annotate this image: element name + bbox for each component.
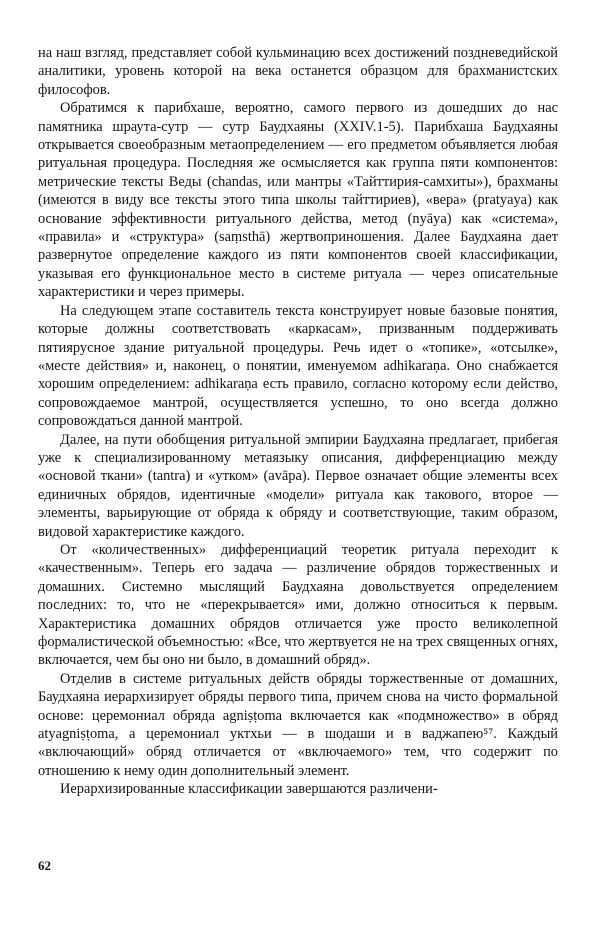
page-number: 62	[38, 858, 51, 873]
paragraph-1: на наш взгляд, представляет собой кульминацию всех достижений поздневедийской аналитики, уровень которой на века останется образцом для брахманистских философов.	[38, 45, 558, 98]
paragraph-7: Иерархизированные классификации завершаются различени-	[60, 781, 438, 798]
paragraph-5: От «количественных» дифференциаций теоретик ритуала переходит к «качественным». Теперь его задача — различение обрядов торжественных и домашних. Системно мыслящий Баудхаяна довольствуется определением последних: то, что не «перекрывается» ими, должно относиться к первым. Характеристика домашних обрядов отличается уже просто великолепной формалистической объемностью: «Все, что жертвуется не на трех священных огнях, включается, чем бы оно ни было, в домашний обряд».	[38, 541, 558, 669]
paragraph-4: Далее, на пути обобщения ритуальной эмпирии Баудхаяна предлагает, прибегая уже к специализированному метаязыку описания, дифференциацию между «основой ткани» (tantra) и «утком» (avāpa). Первое означает общие элементы всех единичных обрядов, идентичные «модели» ритуала как такового, второе — элементы, варьирующие от обряда к обряду и соответствующие, таким образом, видовой характеристике каждого.	[38, 431, 558, 540]
paragraph-3: На следующем этапе составитель текста конструирует новые базовые понятия, которые должны соответствовать «каркасам», призванным поддерживать пятиярусное здание ритуальной процедуры. Речь идет о «топике», «отсылке», «месте действия» и, наконец, о понятии, именуемом adhikaraṇa. Оно снабжается хорошим определением: adhikaraṇa есть правило, согласно которому если действо, сопровождаемое мантрой, осуществляется успешно, то оно всегда должно сопровождаться данной мантрой.	[38, 302, 558, 430]
paragraph-2: Обратимся к парибхаше, вероятно, самого первого из дошедших до нас памятника шраута-сутр — сутр Баудхаяны (XXIV.1-5). Парибхаша Баудхаяны открывается своеобразным метаопределением — его предметом объявляется любая ритуальная процедура. Последняя же осмысляется как группа пяти компонентов: метрические тексты Веды (chandas, или мантры «Тайттирия-самхиты»), брахманы (имеются в виду все тексты этого типа школы тайттириев), «вера» (pratyaya) как основание эффективности ритуального действа, метод (nyāya) как «система», «правила» и «структура» (saṃsthā) жертвоприношения. Далее Баудхаяна дает развернутое определение каждого из пяти компонентов своей классификации, указывая его функциональное место в системе ритуала — через описательные характеристики и через примеры.	[38, 100, 558, 301]
paragraph-6: Отделив в системе ритуальных действ обряды торжественные от домашних, Баудхаяна иерархизирует обряды первого типа, причем снова на чисто формальной основе: церемониал обряда agniṣṭoma включается как «подмножество» в обряд atyagniṣṭoma, а церемониал уктхьи — в шодаши и в ваджапею⁵⁷. Каждый «включающий» обряд отличается от «включаемого» тем, что содержит по отношению к нему один дополнительный элемент.	[38, 670, 558, 779]
page-body	[38, 44, 558, 799]
